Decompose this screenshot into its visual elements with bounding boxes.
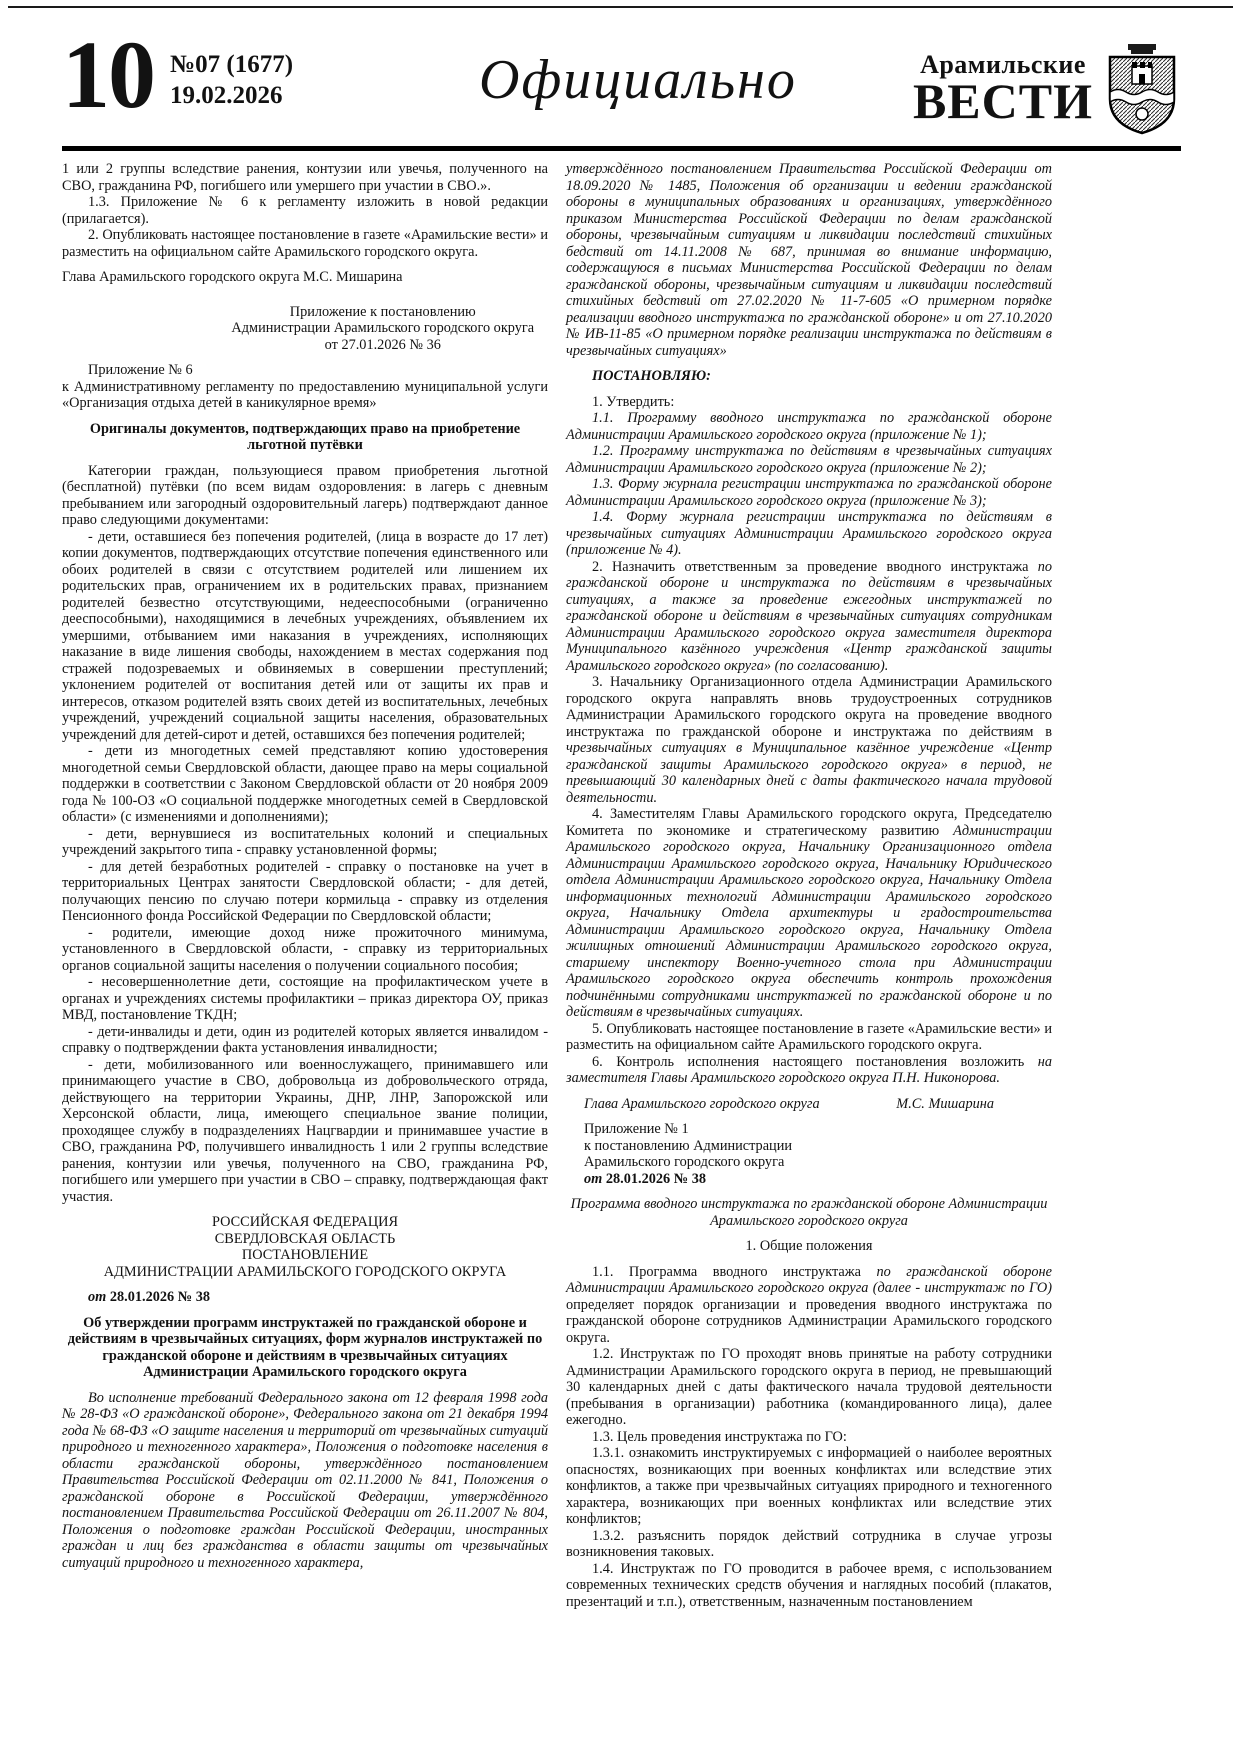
issue-date: 19.02.2026: [170, 81, 283, 109]
paragraph: к Административному регламенту по предоставлению муниципальной услуги «Организация отдыха детей в каникулярное время»: [62, 378, 548, 411]
spacer: [62, 1381, 548, 1390]
paragraph: [566, 674, 1052, 806]
document-title: Об утверждении программ инструктажей по гражданской обороне и действиям в чрезвычайных ситуациях, форм журналов инструктажей по гражданской обороне и действиям в чрезвычайных ситуациях Администрации Арамильского городского округа: [67, 1314, 543, 1380]
paragraph: утверждённого постановлением Правительства Российской Федерации от 18.09.2020 № 1485, Положения об организации и ведении гражданской обороны в муниципальных образованиях и организациях, утверждённого приказом Министерства Российской Федерации по делам гражданской обороны, чрезвычайным ситуациям и ликвидации последствий стихийных бедствий от 14.11.2008 № 687, принимая во внимание информацию, содержащуюся в письмах Министерства Российской Федерации по делам гражданской обороны, чрезвычайным ситуациям и ликвидации последствий стихийных бедствий от 27.02.2020 № 11-7-605 «О примерном порядке реализации вводного инструктажа по гражданской обороне» и от 27.10.2020 № ИВ-11-85 «О примерном порядке реализации инструктажа по действиям в чрезвычайных ситуациях»: [566, 161, 1052, 359]
spacer: [566, 1087, 1052, 1096]
text-line: Администрации Арамильского городского округа: [231, 320, 535, 336]
masthead-text: [912, 49, 1093, 129]
paragraph: 2. Опубликовать настоящее постановление в газете «Арамильские вести» и разместить на официальном сайте Арамильского городского округа.: [62, 227, 548, 260]
paragraph: Категории граждан, пользующиеся правом приобретения льготной (бесплатной) путёвки (по всем видам оздоровления: в лагерь с дневным пребыванием или загородный оздоровительный лагерь) подтверждают данное право следующими документами:: [62, 462, 548, 528]
paragraph: - дети, оставшиеся без попечения родителей, (лица в возрасте до 17 лет) копии документов, подтверждающих отсутствие попечения единственного или обоих родителей в связи с отсутствием родителей или лишением их родительских прав, ограничением их в родительских правах, признанием родителей безвестно отсутствующими, недееспособными (ограниченно дееспособными), находящимися в лечебных учреждениях, объявлением их умершими, отбыванием ими наказания в учреждениях, исполняющих наказание в виде лишения свободы, нахождением в местах содержания под стражей подозреваемых и обвиняемых в совершении преступлений; уклонением родителей от воспитания детей или от защиты их прав и интересов, отказом родителей взять своих детей из воспитательных, лечебных учреждений, учреждений социальной защиты населения, образовательных учреждений для детей-сирот и детей, оставшихся без попечения родителей;: [62, 528, 548, 743]
text-run: определяет порядок организации и проведения вводного инструктажа по гражданской обороне сотрудников Администрации Арамильского городского округа.: [566, 1296, 1052, 1346]
paragraph: Приложение № 6: [88, 362, 193, 378]
text-line: М.С. Мишарина: [896, 1095, 994, 1112]
issuing-authority-line: АДМИНИСТРАЦИИ АРАМИЛЬСКОГО ГОРОДСКОГО ОКРУГА: [103, 1263, 507, 1280]
paragraph: 1.3.2. разъяснить порядок действий сотрудника в случае угрозы возникновения таковых.: [566, 1527, 1052, 1560]
text-line: от 27.01.2026 № 36: [324, 336, 441, 353]
text-run: 6. Контроль исполнения настоящего постановления возложить: [592, 1053, 1038, 1070]
annex-reference-line: Арамильского городского округа: [584, 1154, 785, 1170]
spacer: [62, 286, 548, 295]
signature-line: [566, 1096, 1052, 1113]
text-run: ПОСТАНОВЛЯЮ:: [592, 368, 711, 384]
text-line: Приложение к постановлению: [289, 303, 476, 320]
paragraph: 1.4. Форму журнала регистрации инструктажа по действиям в чрезвычайных ситуациях Администрации Арамильского городского округа (приложение № 4).: [566, 509, 1052, 558]
masthead: [913, 34, 1181, 136]
paragraph: 1.1. Программу вводного инструктажа по гражданской обороне Администрации Арамильского городского округа (приложение № 1);: [566, 410, 1052, 443]
spacer: [566, 1187, 1052, 1196]
issue-block: [170, 34, 293, 111]
paragraph: - дети, мобилизованного или военнослужащего, принимавшего или принимающего участие в СВО, добровольца из добровольческого отряда, действующего на территории Украины, ДНР, ЛНР, Запорожской или Херсонской области, лица, имеющего специальное звание полиции, проходящее службу в подразделениях Нацгвардии и принимавшее участие в СВО, гражданина РФ, получившего инвалидность 1 или 2 группы вследствие ранения, контузии или увечья, полученного на СВО, гражданина РФ, погибшего или умершего при участии в СВО – справку, подтверждающая факт участия.: [62, 1056, 548, 1205]
text-run: 2. Назначить ответственным за проведение вводного инструктажа: [592, 558, 1038, 575]
text-run: от: [88, 1289, 110, 1305]
paragraph: [566, 559, 1052, 675]
annex-reference-line: Приложение № 1: [584, 1121, 689, 1137]
spacer: [566, 1112, 1052, 1121]
annex-title: Программа вводного инструктажа по гражданской обороне Администрации Арамильского городского округа: [570, 1196, 1048, 1229]
spacer: [62, 412, 548, 421]
paragraph: - дети, вернувшиеся из воспитательных колоний и специальных учреждений закрытого типа - справку установленной формы;: [62, 825, 548, 858]
issue-number: №07 (1677): [170, 51, 294, 78]
header-divider: [62, 146, 1181, 151]
text-run: чрезвычайных ситуациях в Муниципальное казённое учреждение «Центр гражданской защиты Арамильского городского округа» в период, не превышающий 30 календарных дней с даты фактического начала трудовой деятельности.: [566, 740, 1052, 806]
text-run: 28.01.2026 № 38: [605, 1170, 706, 1187]
spacer: [62, 1280, 548, 1289]
paragraph: 1.4. Инструктаж по ГО проводится в рабочее время, с использованием современных технических средств обучения и наглядных пособий (плакатов, презентаций и т.п.), ответственным, назначенным постановлением: [566, 1560, 1052, 1610]
article-columns: [62, 161, 1052, 1610]
spacer: [62, 454, 548, 463]
issuing-authority-line: ПОСТАНОВЛЕНИЕ: [241, 1247, 369, 1263]
paragraph: 1.3. Цель проведения инструктажа по ГО:: [592, 1428, 847, 1445]
paragraph: 5. Опубликовать настоящее постановление в газете «Арамильские вести» и разместить на официальном сайте Арамильского городского округа.: [566, 1020, 1052, 1053]
spacer: [62, 295, 548, 304]
paragraph: 1 или 2 группы вследствие ранения, контузии или увечья, полученного на СВО, гражданина РФ, погибшего или умершего при участии в СВО.».: [62, 161, 548, 194]
issuing-authority-line: СВЕРДЛОВСКАЯ ОБЛАСТЬ: [214, 1230, 396, 1247]
masthead-city-label: Арамильские: [920, 49, 1086, 79]
paragraph: - дети из многодетных семей представляют копию удостоверения многодетной семьи Свердловской области, дающее право на меры социальной поддержки в соответствии с Законом Свердловской области от 20 ноября 2009 года № 100-ОЗ «О социальной поддержке многодетных семей в Свердловской области» (с изменениями и дополнениями);: [62, 743, 548, 825]
paragraph: 1.2. Инструктаж по ГО проходят вновь принятые на работу сотрудники Администрации Арамильского городского округа в период, не превышающий 30 календарных дней с даты фактического начала трудовой деятельности (пребывания в организации) работника (командированного лица), далее ежегодно.: [566, 1346, 1052, 1428]
text-run: по гражданской обороне и инструктажа по действиям в чрезвычайных ситуациях, а также за проведение ежегодных инструктажей по гражданской обороне и действиям в чрезвычайных ситуациях сотрудникам Администрации Арамильского городского округа заместителя директора Муниципального казённого учреждения «Центр гражданской защиты Арамильского городского округа» (по согласованию).: [566, 558, 1052, 674]
decree-word: [566, 368, 1052, 385]
paragraph: Во исполнение требований Федерального закона от 12 февраля 1998 года № 28-ФЗ «О гражданской обороне», Федерального закона от 21 декабря 1994 года № 68-ФЗ «О защите населения и территорий от чрезвычайных ситуаций природного и техногенного характера», Положения о подготовке населения в области гражданской обороны, утверждённого постановлением Правительства Российской Федерации от 02.11.2000 № 841, Положения о гражданской обороне в Российской Федерации, утверждённого постановлением Правительства Российской Федерации от 26.11.2007 № 804, Положения о подготовке граждан Российской Федерации, иностранных граждан и лиц без гражданства в области защиты от чрезвычайных ситуаций природного и техногенного характера,: [62, 1389, 548, 1571]
text-run: по гражданской обороне Администрации Арамильского городского округа (далее - инструктаж по ГО): [566, 1263, 1052, 1296]
annex-reference-line: [566, 1171, 1052, 1188]
text-run: 3. Начальнику Организационного отдела Администрации Арамильского городского округа направлять вновь трудоустроенных сотрудников Администрации Арамильского городского округа на проведение вводного инструктажа по гражданской обороне и инструктажа по действиям в: [566, 674, 1052, 740]
paragraph: [566, 1054, 1052, 1087]
spacer: [62, 1205, 548, 1214]
page-header: [62, 21, 1181, 138]
paragraph: Глава Арамильского городского округа М.С. Мишарина: [62, 269, 403, 285]
spacer: [566, 1229, 1052, 1238]
section-title: Официально: [479, 49, 797, 111]
paragraph: - родители, имеющие доход ниже прожиточного минимума, установленного в Свердловской области, - справку из территориальных органов социальной защиты населения о получении социального пособия;: [62, 924, 548, 974]
page-number: 10: [62, 21, 154, 128]
text-run: на заместителя Главы Арамильского городского округа П.Н. Никонорова.: [566, 1053, 1052, 1086]
column-left: [62, 161, 548, 1610]
text-run: 28.01.2026 № 38: [109, 1289, 210, 1305]
page-edge-line: [8, 6, 1233, 8]
section-heading: 1. Общие положения: [745, 1238, 873, 1254]
text-run: 4. Заместителям Главы Арамильского городского округа, Председателю Комитета по экономике и стратегическому развитию: [566, 806, 1052, 839]
paragraph: 1.3. Приложение № 6 к регламенту изложить в новой редакции (прилагается).: [62, 194, 548, 227]
paragraph: - дети-инвалиды и дети, один из родителей которых является инвалидом - справку о подтверждении факта установления инвалидности;: [62, 1023, 548, 1056]
text-run: 1.1. Программа вводного инструктажа: [592, 1263, 877, 1280]
document-date: [62, 1289, 548, 1306]
masthead-newspaper-name: ВЕСТИ: [912, 72, 1093, 129]
paragraph: 1.3.1. ознакомить инструктируемых с информацией о наиболее вероятных опасностях, возникающих при военных конфликтах или вследствие этих конфликтов, а также при чрезвычайных ситуациях природного и техногенного характера, возникающих при военных конфликтах или вследствие этих конфликтов;: [566, 1445, 1052, 1527]
paragraph: - несовершеннолетние дети, состоящие на профилактическом учете в органах и учреждениях системы профилактики – приказ директора ОУ, приказ МВД, постановление ТКДН;: [62, 974, 548, 1023]
coat-of-arms-icon: [1103, 42, 1181, 136]
paragraph: - для детей безработных родителей - справку о постановке на учет в территориальных Центрах занятости Свердловской области; - для детей, получающих пенсию по случаю потери кормильца - справку из отделения Пенсионного фонда Российской Федерации по Свердловской области;: [62, 858, 548, 924]
spacer: [62, 260, 548, 269]
text-run: Администрации Арамильского городского округа, Начальнику Организационного отдела Администрации Арамильского городского округа, Начальнику Юридического отдела Администрации Арамильского городского округа, Начальнику Отдела информационных технологий Администрации Арамильского городского округа, Начальнику Отдела архитектуры и градостроительства Администрации Арамильского городского округа, Начальнику Отдела жилищных отношений Администрации Арамильского городского округа, старшему инспектору Военно-учетного стола при Администрации Арамильского городского округа обеспечить контроль прохождения подчинёнными сотрудниками инструктажей по гражданской обороне и по действиям в чрезвычайных ситуациях.: [566, 822, 1052, 1020]
spacer: [62, 1306, 548, 1315]
document-title: Оригиналы документов, подтверждающих право на приобретение льготной путёвки: [89, 420, 521, 453]
paragraph: [566, 806, 1052, 1021]
paragraph: 1.3. Форму журнала регистрации инструктажа по гражданской обороне Администрации Арамильского городского округа (приложение № 3);: [566, 476, 1052, 509]
spacer: [62, 353, 548, 362]
paragraph: [566, 1264, 1052, 1347]
paragraph: 1.2. Программу инструктажа по действиям в чрезвычайных ситуациях Администрации Арамильского городского округа (приложение № 2);: [566, 443, 1052, 476]
annex-reference-line: к постановлению Администрации: [584, 1137, 793, 1154]
spacer: [566, 359, 1052, 368]
annex-reference: [218, 304, 548, 354]
spacer: [566, 385, 1052, 394]
spacer: [566, 1255, 1052, 1264]
text-line: Глава Арамильского городского округа: [584, 1095, 820, 1112]
text-run: от: [584, 1170, 606, 1187]
issuing-authority-line: РОССИЙСКАЯ ФЕДЕРАЦИЯ: [212, 1214, 398, 1230]
paragraph: 1. Утвердить:: [592, 393, 675, 410]
column-right: [566, 161, 1052, 1610]
